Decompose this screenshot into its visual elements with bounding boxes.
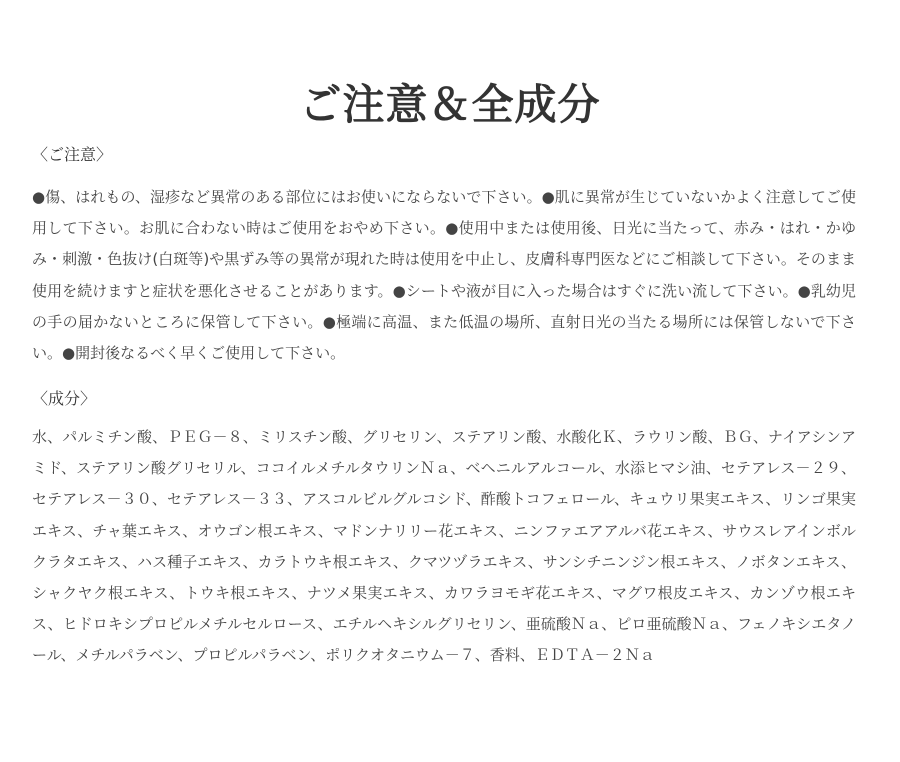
caution-heading: 〈ご注意〉 xyxy=(32,145,113,164)
ingredients-text: 水、パルミチン酸、ＰＥＧ－８、ミリスチン酸、グリセリン、ステアリン酸、水酸化Ｋ、ラウリン酸、ＢＧ、ナイアシンアミド、ステアリン酸グリセリル、ココイルメチルタウリンＮａ、ベヘニルアルコール、水添ヒマシ油、セテアレス－２９、セテアレス－３０、セテアレス－３３、アスコルビルグルコシド、酢酸トコフェロール、キュウリ果実エキス、リンゴ果実エキス、チャ葉エキス、オウゴン根エキス、マドンナリリー花エキス、ニンファエアアルバ花エキス、サウスレアインボルクラタエキス、ハス種子エキス、カラトウキ根エキス、クマツヅラエキス、サンシチニンジン根エキス、ノボタンエキス、シャクヤク根エキス、トウキ根エキス、ナツメ果実エキス、カワラヨモギ花エキス、マグワ根皮エキス、カンゾウ根エキス、ヒドロキシプロピルメチルセルロース、エチルヘキシルグリセリン、亜硫酸Ｎａ、ピロ亜硫酸Ｎａ、フェノキシエタノール、メチルパラベン、プロピルパラベン、ポリクオタニウム－７、香料、ＥＤＴＡ－２Ｎａ xyxy=(32,428,856,665)
page-title: ご注意＆全成分 xyxy=(299,80,601,130)
ingredients-heading: 〈成分〉 xyxy=(32,389,97,408)
caution-text: ●傷、はれもの、湿疹など異常のある部位にはお使いにならないで下さい。●肌に異常が生じていないかよく注意してご使用して下さい。お肌に合わない時はご使用をおやめ下さい。●使用中または使用後、日光に当たって、赤み・はれ・かゆみ・刺激・色抜け(白斑等)や黒ずみ等の異常が現れた時は使用を中止し、皮膚科専門医などにご相談して下さい。そのまま使用を続けますと症状を悪化させることがあります。●シートや液が目に入った場合はすぐに洗い流して下さい。●乳幼児の手の届かないところに保管して下さい。●極端に高温、また低温の場所、直射日光の当たる場所には保管しないで下さい。●開封後なるべく早くご使用して下さい。 xyxy=(32,188,856,363)
